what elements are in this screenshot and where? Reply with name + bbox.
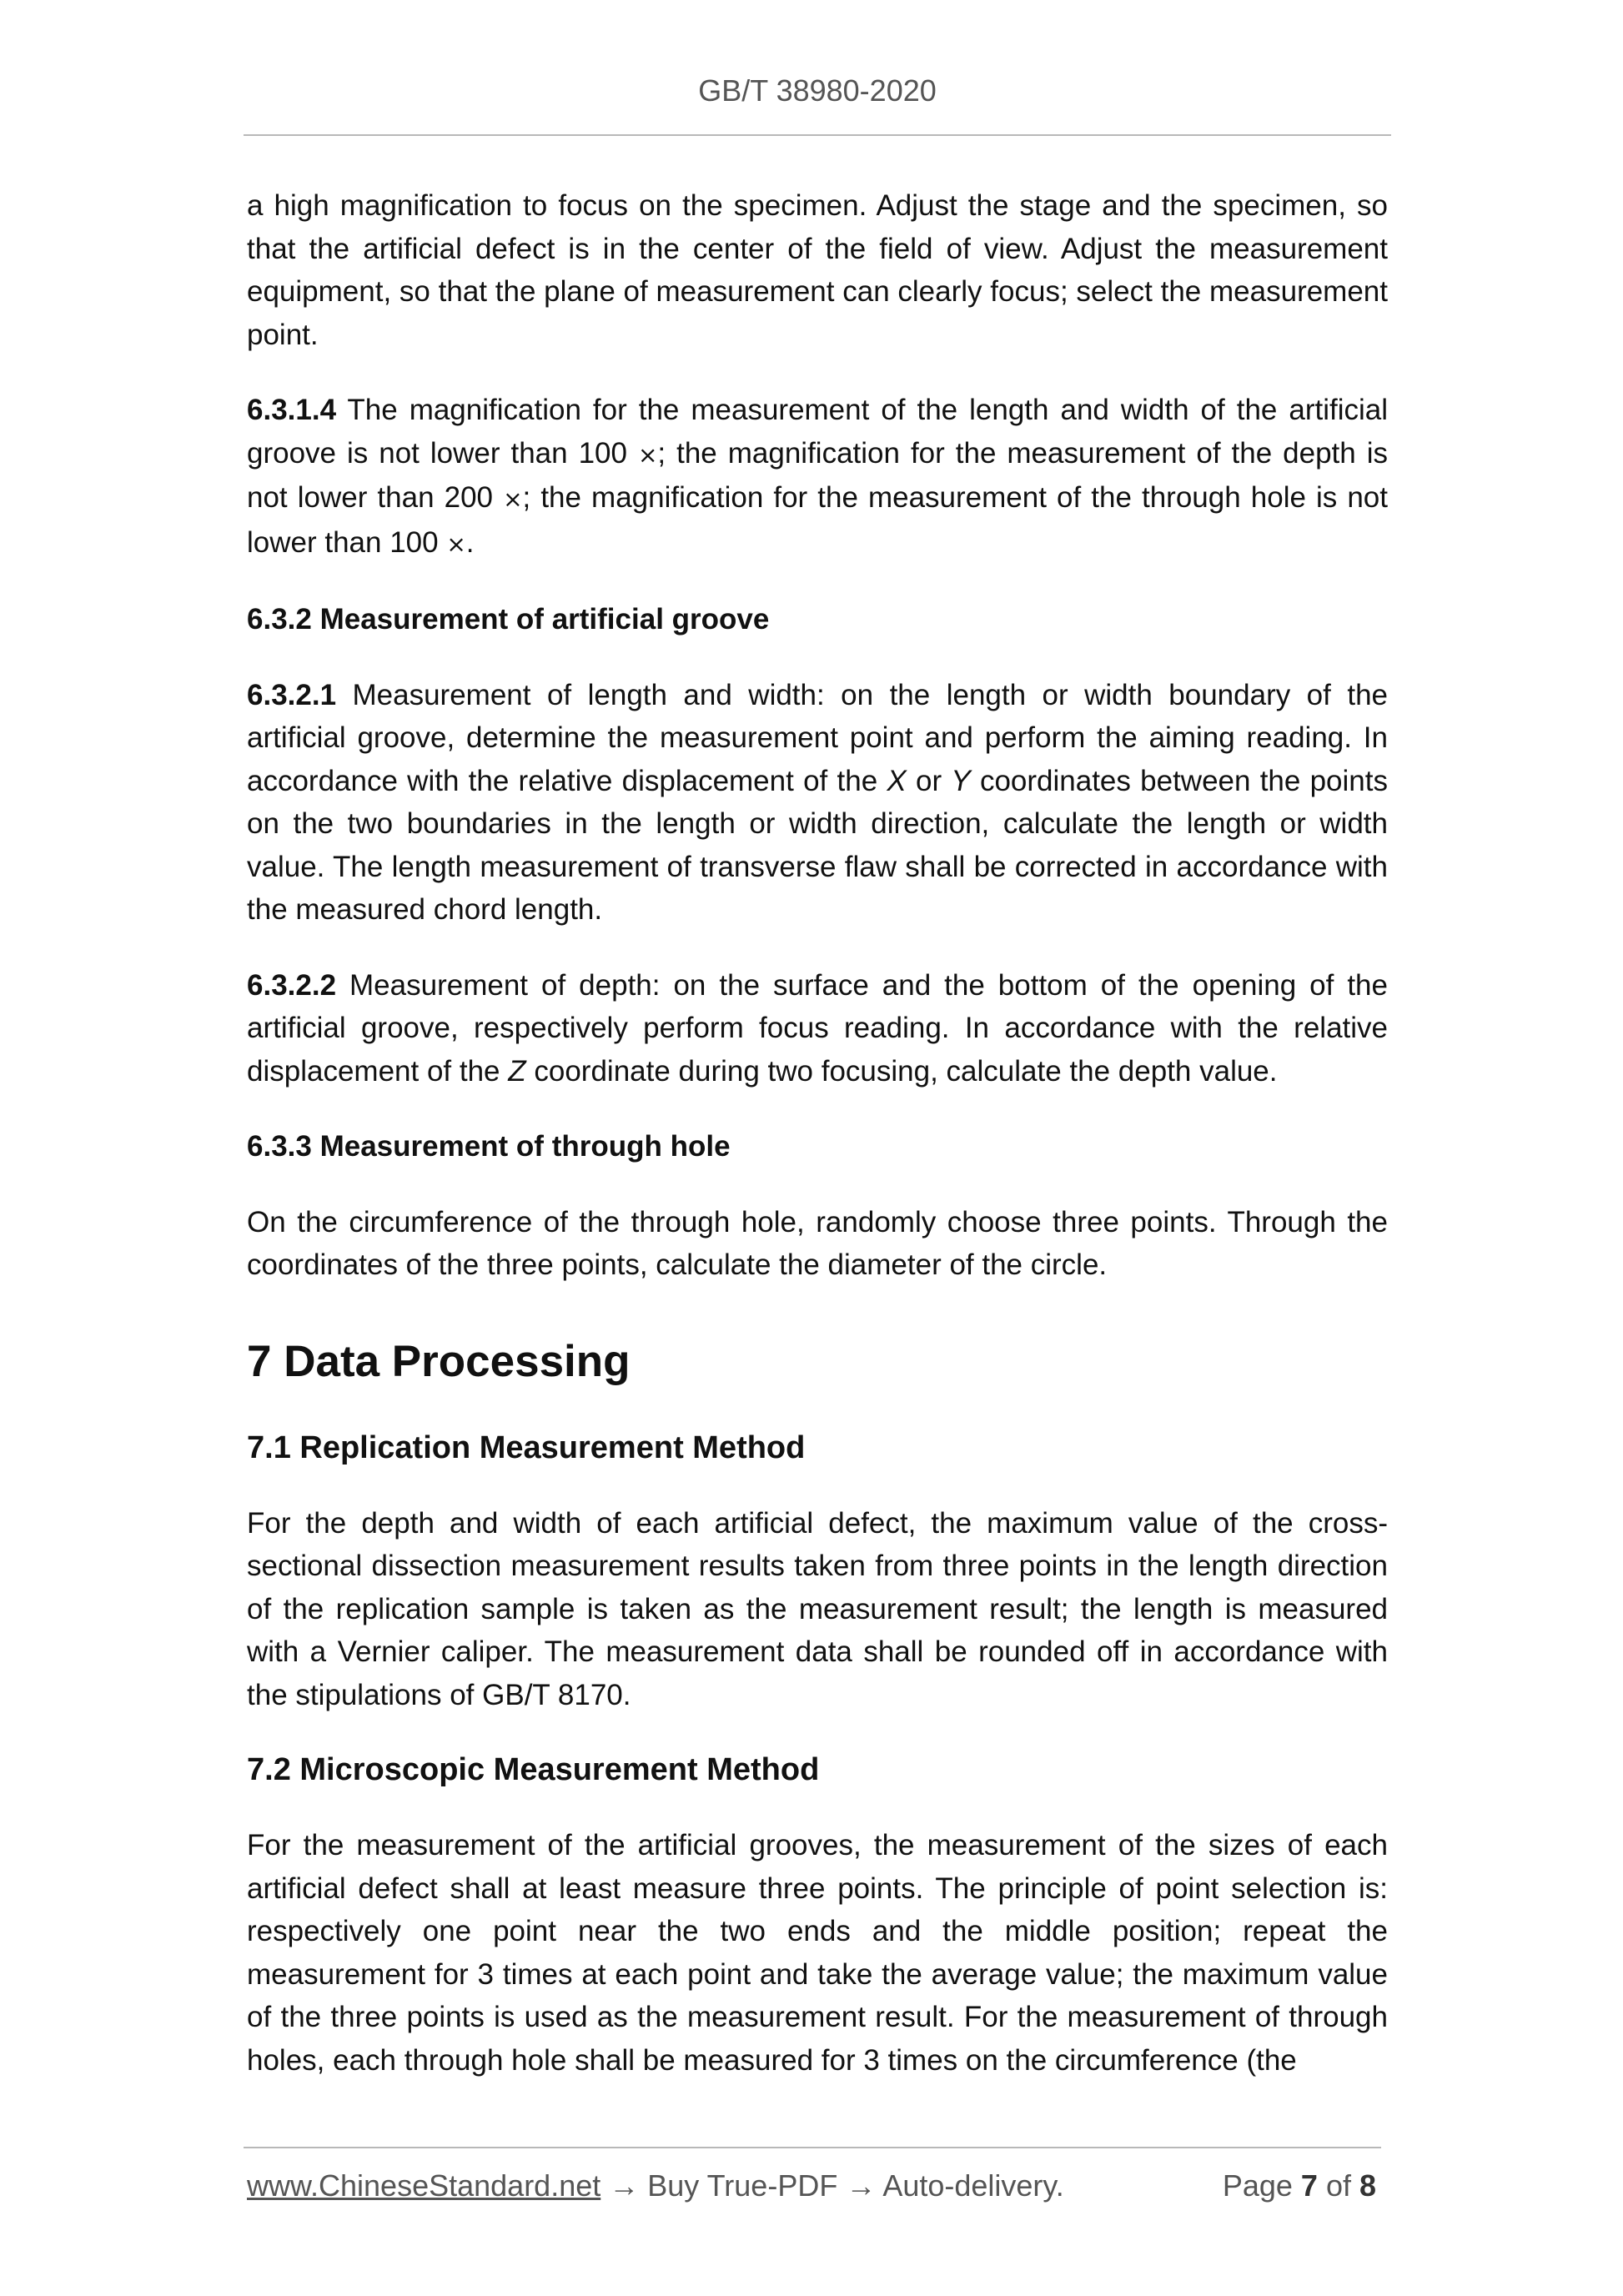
paragraph-7-2: For the measurement of the artificial grooves, the measurement of the sizes of each artificial defect shall at least measure three points. The principle of point selection is: respectively one point near the two ends and the middle position; repeat the measurement for 3 times at each point and take the average value; the maximum value of the three points is used as the measurement result. For the measurement of through holes, each through hole shall be measured for 3 times on the circumference (the (247, 1829, 1388, 2077)
times-symbol: × (503, 485, 523, 513)
clause-text: or (906, 764, 952, 797)
promo-text: → Buy True-PDF → Auto-delivery. (600, 2168, 1064, 2203)
page-label: Page (1222, 2168, 1301, 2203)
page-indicator (1223, 2168, 1376, 2203)
heading-7-2: 7.2 Microscopic Measurement Method (247, 1752, 820, 1787)
clause-number: 6.3.1.4 (247, 394, 337, 426)
clause-number: 6.3.2.1 (247, 678, 337, 711)
clause-6-3-1-4 (247, 389, 1388, 565)
footer-divider (244, 2147, 1381, 2148)
clause-text: coordinate during two focusing, calculate the depth value. (525, 1054, 1278, 1088)
clause-text: Measurement of length and width: on the length or width boundary of the artificial groove, determine the measurement point and perform the aiming reading. In accordance with the relative displacement of the (247, 678, 1388, 797)
page-number: 7 (1300, 2168, 1318, 2203)
times-symbol: × (446, 530, 466, 558)
var-x: X (887, 764, 907, 797)
var-z: Z (508, 1054, 526, 1088)
heading-6-3-2: 6.3.2 Measurement of artificial groove (247, 603, 770, 636)
clause-6-3-2-1 (247, 674, 1388, 932)
website-link[interactable]: www.ChineseStandard.net (247, 2168, 601, 2203)
document-header (244, 73, 1391, 108)
page-total: 8 (1359, 2168, 1376, 2203)
clause-text: . (465, 525, 475, 559)
clause-text: ; the magnification for the measurement of the through hole is not lower than 100 (247, 481, 1388, 559)
clause-6-3-2-2 (247, 964, 1388, 1093)
paragraph-6-3-3: On the circumference of the through hole, randomly choose three points. Through the coordinates of the three points, calculate the diameter of the circle. (247, 1205, 1388, 1281)
header-divider (244, 134, 1391, 136)
paragraph-7-1: For the depth and width of each artificial defect, the maximum value of the cross-sectional dissection measurement results taken from three points in the length direction of the replication sample is taken as the measurement result; the length is measured with a Vernier caliper. The measurement data shall be rounded off in accordance with the stipulations of GB/T 8170. (247, 1506, 1388, 1711)
clause-text: The magnification for the measurement of the length and width of the artificial groove is not lower than 100 (247, 394, 1388, 470)
heading-6-3-3: 6.3.3 Measurement of through hole (247, 1130, 731, 1163)
clause-number: 6.3.2.2 (247, 968, 337, 1002)
paragraph-continued: a high magnification to focus on the specimen. Adjust the stage and the specimen, so that the artificial defect is in the center of the field of view. Adjust the measurement equipment, so that the plane of measurement can clearly focus; select the measurement point. (247, 189, 1388, 351)
clause-text: coordinates between the points on the two boundaries in the length or width direction, calculate the length or width value. The length measurement of transverse flaw shall be corrected in accordance with the measured chord length. (247, 764, 1388, 926)
clause-text: Measurement of depth: on the surface and the bottom of the opening of the artificial groove, respectively perform focus reading. In accordance with the relative displacement of the (247, 968, 1388, 1088)
page-content (247, 184, 1388, 2082)
of-label: of (1317, 2168, 1359, 2203)
page-footer (247, 2168, 1384, 2203)
heading-7: 7 Data Processing (247, 1336, 631, 1386)
clause-text: ; the magnification for the measurement of the depth is not lower than 200 (247, 436, 1388, 514)
times-symbol: × (637, 440, 658, 469)
doc-id: GB/T 38980-2020 (698, 73, 937, 108)
var-y: Y (951, 764, 971, 797)
heading-7-1: 7.1 Replication Measurement Method (247, 1429, 806, 1465)
